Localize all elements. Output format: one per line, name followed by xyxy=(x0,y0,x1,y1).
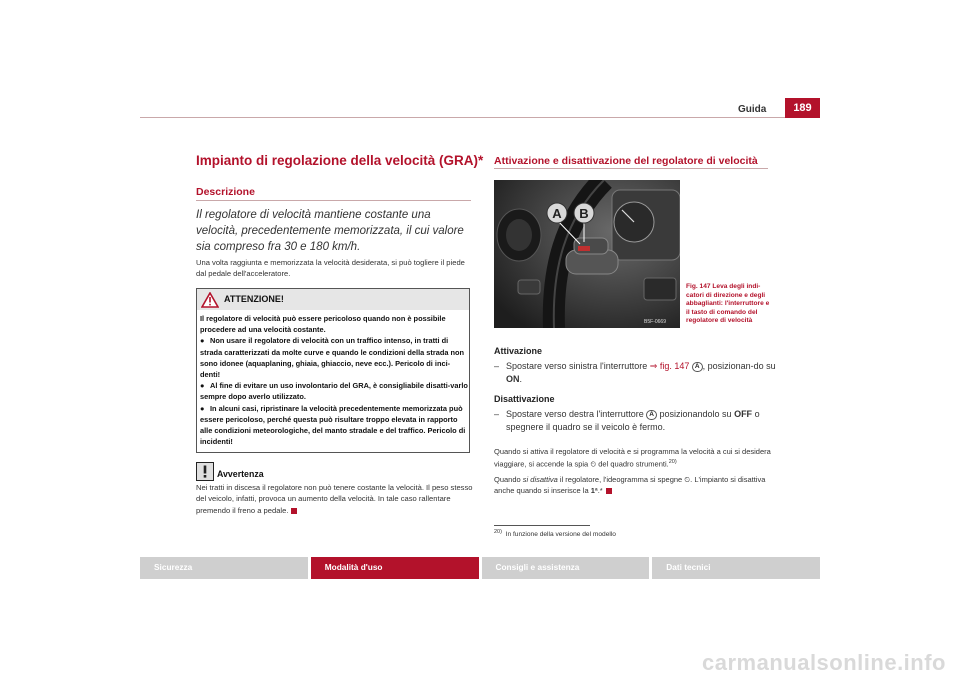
body-paragraph: Una volta raggiunta e memorizzata la velocità desiderata, si può togliere il piede dal pedale dell'acceleratore. xyxy=(196,258,465,278)
note-title: Avvertenza xyxy=(217,469,264,479)
tab-dati-tecnici[interactable]: Dati tecnici xyxy=(652,557,820,579)
switch-value-on: ON xyxy=(506,374,520,384)
speedometer-warning-icon: ⏲ xyxy=(590,459,597,469)
tab-sicurezza[interactable]: Sicurezza xyxy=(140,557,308,579)
figure-code: B5F-0669 xyxy=(644,319,666,325)
note-text xyxy=(196,482,476,516)
note-icon xyxy=(196,462,214,481)
paragraph-text: Quando xyxy=(494,475,523,484)
step-text: posizionandolo su xyxy=(657,409,735,419)
warning-bullet xyxy=(200,335,468,380)
warning-bullet-text: In alcuni casi, ripristinare la velocità precedentemente memorizzata può essere pericoloso, perché questa può risultare troppo elevata in rapporto alle condizioni meteorologiche, del manto stradale e del traffico. Pericolo di incidenti! xyxy=(200,403,466,447)
activation-heading: Attivazione xyxy=(494,346,543,356)
footnote-text: In funzione della versione del modello xyxy=(505,531,616,539)
right-section-rule xyxy=(494,168,768,169)
tab-consigli-assistenza[interactable]: Consigli e assistenza xyxy=(482,557,650,579)
subsection-rule xyxy=(196,200,471,201)
deactivation-step-text xyxy=(506,408,776,434)
activation-step xyxy=(494,360,776,386)
switch-value-off: OFF xyxy=(734,409,753,419)
tab-modalita-uso[interactable]: Modalità d'uso xyxy=(311,557,479,579)
switch-a-badge: A xyxy=(646,410,657,420)
watermark: carmanualsonline.info xyxy=(702,650,946,675)
footnote-marker: 20) xyxy=(668,459,677,465)
bullet-icon: ● xyxy=(200,381,205,391)
paragraph-text: il regolatore, l'ideogramma si spegne xyxy=(557,475,685,484)
footnote xyxy=(494,529,616,538)
paragraph-italic: si disattiva xyxy=(522,475,558,484)
end-square-icon xyxy=(291,508,297,514)
header-rule xyxy=(140,117,820,118)
warning-intro: Il regolatore di velocità può essere pericoloso quando non è possibile procedere ad una velocità costante. xyxy=(200,314,446,335)
step-text: Spostare verso sinistra l'interruttore xyxy=(506,361,650,371)
bullet-icon: ● xyxy=(200,336,205,346)
warning-text xyxy=(200,313,468,447)
warning-box xyxy=(196,288,470,453)
footnote-marker: 20) xyxy=(494,529,502,535)
warning-bullet-text: Al fine di evitare un uso involontario del GRA, è consigliabile disatti-varlo sempre dopo averlo utilizzato. xyxy=(200,381,468,402)
figure-illustration xyxy=(494,180,680,328)
warning-header xyxy=(197,289,469,310)
figure-reference-link[interactable]: ⇒ fig. 147 xyxy=(649,361,690,371)
step-text: o spegnere il quadro se il veicolo è fermo. xyxy=(506,409,760,432)
deactivation-heading: Disattivazione xyxy=(494,394,555,404)
figure-steering-wheel xyxy=(494,180,680,328)
deactivation-step xyxy=(494,408,776,434)
speedometer-warning-icon: ⏲ xyxy=(684,475,691,484)
list-dash: – xyxy=(494,409,500,419)
gear-label: 1ª xyxy=(590,486,598,495)
info-paragraph xyxy=(494,446,776,470)
callout-b-label: B xyxy=(579,206,589,221)
warning-bullet xyxy=(200,403,468,448)
paragraph-text: del quadro strumenti. xyxy=(596,459,669,469)
callout-a-label: A xyxy=(552,206,562,221)
list-dash: – xyxy=(494,361,500,371)
right-section-title: Attivazione e disattivazione del regolatore di velocità xyxy=(494,155,758,167)
warning-title: ATTENZIONE! xyxy=(224,294,284,304)
note-body: Nei tratti in discesa il regolatore non può tenere costante la velocità. Il peso stesso del veicolo, infatti, provoca un aumento della velocità. In tale caso rallentare premendo il freno a pedale. xyxy=(196,483,473,515)
paragraph-text: . L'impianto si disattiva anche quando si inserisce la xyxy=(494,475,766,495)
header-section-title: Guida xyxy=(738,104,767,115)
step-text: Spostare verso destra l'interruttore xyxy=(506,409,647,419)
footer-nav xyxy=(140,557,820,579)
subsection-title: Descrizione xyxy=(196,186,255,198)
paragraph-text: Quando si attiva il regolatore di velocità e si programma la velocità a cui si desidera viaggiare, si accende la spia xyxy=(494,447,771,469)
paragraph-text: .* xyxy=(597,486,603,495)
footnote-rule xyxy=(494,525,590,526)
warning-bullet-text: Non usare il regolatore di velocità con un traffico intenso, in tratti di strada caratterizzati da molte curve e quando le condizioni della strada non sono idonee (aquaplaning, ghiaia, ghiaccio, neve ecc.). Pericolo di inci-denti! xyxy=(200,336,465,380)
page-number: 189 xyxy=(785,98,820,118)
warning-bullet xyxy=(200,380,468,402)
step-text: . xyxy=(519,374,523,384)
intro-text: Il regolatore di velocità mantiene costante una velocità, precedentemente memorizzata, il cui valore sia compreso fra 30 e 180 km/h. xyxy=(196,209,464,253)
figure-caption: Fig. 147 Leva degli indi-catori di direzione e degli abbaglianti: l'interruttore e il tasto di comando del regolatore di velocità xyxy=(686,283,770,325)
warning-triangle-icon xyxy=(201,292,219,308)
switch-a-badge: A xyxy=(692,362,703,372)
section-title: Impianto di regolazione della velocità (GRA)* xyxy=(196,153,484,168)
info-paragraph xyxy=(494,474,776,496)
bullet-icon: ● xyxy=(200,403,205,413)
end-square-icon xyxy=(606,488,612,494)
activation-step-text xyxy=(506,360,776,386)
step-text: , posizionan-do su xyxy=(702,361,776,371)
